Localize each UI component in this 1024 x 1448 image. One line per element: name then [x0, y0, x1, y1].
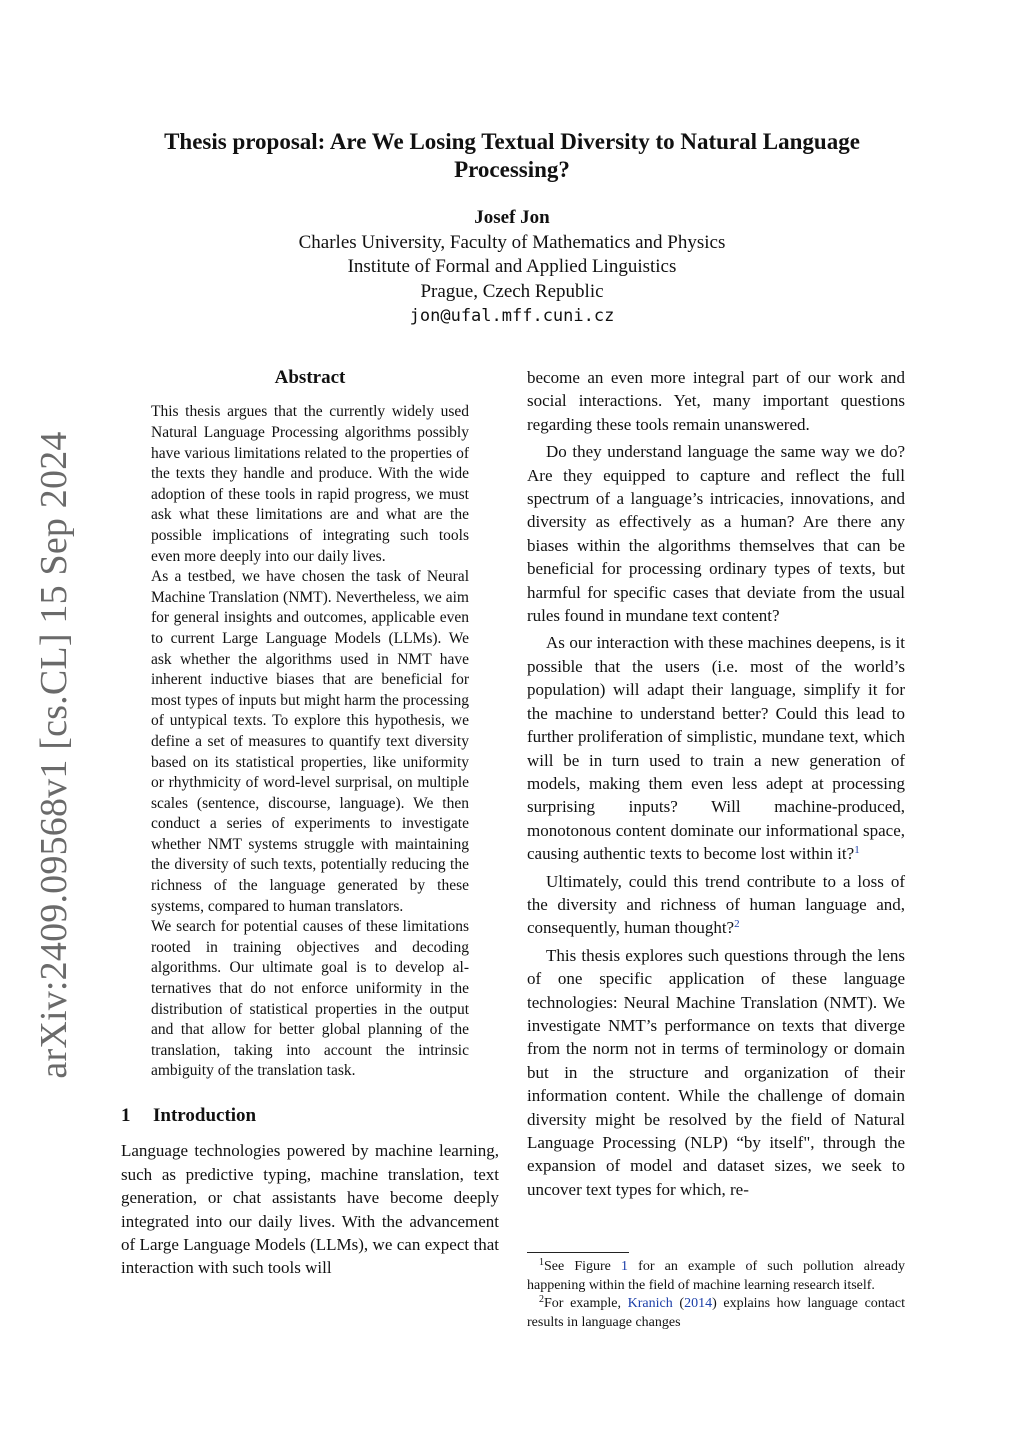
abstract-paragraph: As a testbed, we have chosen the task of Neural Machine Translation (NMT). Nevertheless, we aim for general insights and outcomes, applicable even to current Large Language Models (LLMs). We ask whether the algorithms used in NMT have inherent inductive biases that are beneficial for most types of inputs but might harm the processing of untypical texts. To explore this hypothesis, we define a set of measures to quantify text diversity based on its statistical properties, like uniformity or rhythmicity of word-level surprisal, on multiple scales (sentence, discourse, language). We then conduct a series of experiments to investigate whether NMT systems struggle with maintaining the diversity of such texts, potentially reducing the richness of the language generated by these systems, compared to human translators.: [151, 568, 469, 915]
paper-title: [120, 128, 904, 184]
footnote-mark: 2: [539, 1294, 544, 1305]
author-institute: Institute of Formal and Applied Linguistics: [347, 256, 677, 277]
abstract-body: [151, 402, 469, 1082]
footnote-2: [527, 1295, 905, 1332]
footnote-text: for an example of such pollution already happening within the field of machine learning research itself.: [527, 1259, 905, 1293]
title-line-2: Processing?: [454, 157, 570, 182]
footnotes: [527, 1258, 905, 1332]
section-heading-introduction: [121, 1104, 499, 1127]
footnote-ref-1[interactable]: 1: [854, 844, 860, 857]
abstract-paragraph: We search for potential causes of these limitations rooted in training objectives and decoding algorithms. Our ultimate goal is to develop alternatives that do not enforce uniformity in the distribution of statistical properties in the output and that allow for better global planning of the translation, taking into account the intrinsic ambiguity of the translation task.: [151, 918, 469, 1080]
abstract-heading: Abstract: [274, 367, 346, 388]
paragraph-text: Ultimately, could this trend contribute to a loss of the diversity and richness of human language and, consequently, human thought?: [527, 871, 905, 938]
footnote-mark: 1: [539, 1257, 544, 1268]
title-line-1: Thesis proposal: Are We Losing Textual Diversity to Natural Language: [164, 129, 860, 154]
body-paragraph: Do they understand language the same way we do? Are they equipped to capture and reflect the full spectrum of a language’s intricacies, innovations, and diversity as effectively as a human? Are there any biases within the algorithms themselves that can be beneficial for processing ordinary types of texts, but harmful for specific cases that deviate from the usual rules found in mundane text content?: [527, 442, 905, 626]
footnote-text: See Figure: [544, 1259, 622, 1274]
footnote-text: (: [672, 1296, 685, 1311]
body-paragraph: This thesis explores such questions through the lens of one specific application of these language technologies: Neural Machine Translation (NMT). We investigate NMT’s performance on texts that diverge from the norm not in terms of terminology or domain but in the structure and organization of their information content. While the challenge of domain diversity might be resolved by the field of Natural Language Processing (NLP) “by itself", through the expansion of model and dataset sizes, we seek to uncover text types for which, re-: [527, 945, 905, 1199]
author-block: [200, 206, 824, 329]
citation-link[interactable]: Kranich: [627, 1296, 673, 1311]
right-column: [527, 366, 905, 1205]
footnote-divider: [527, 1252, 629, 1253]
footnote-1: [527, 1258, 905, 1295]
figure-link[interactable]: 1: [621, 1259, 629, 1274]
arxiv-watermark: arXiv:2409.09568v1 [cs.CL] 15 Sep 2024: [33, 431, 75, 1079]
body-paragraph: become an even more integral part of our work and social interactions. Yet, many important questions regarding these tools remain unanswered.: [527, 368, 905, 434]
body-paragraph: Language technologies powered by machine learning, such as predictive typing, machine translation, text generation, or chat assistants have become deeply integrated into our daily lives. With the advancement of Large Language Models (LLMs), we can expect that interaction with such tools will: [121, 1141, 499, 1278]
section-number: 1: [121, 1105, 131, 1126]
citation-year-link[interactable]: 2014: [684, 1296, 713, 1311]
abstract-paragraph: This thesis argues that the currently widely used Natural Language Processing algorithms possibly have various limitations related to the properties of the texts they handle and produce. With the wide adoption of these tools in rapid progress, we must ask what these limitations are and what are the possible implications of integrating such tools even more deeply into our daily lives.: [151, 403, 469, 565]
author-location: Prague, Czech Republic: [420, 280, 604, 302]
section-title: Introduction: [153, 1105, 257, 1126]
footnote-text: For example,: [544, 1296, 628, 1311]
left-column: [121, 366, 499, 1280]
body-paragraph: [527, 631, 905, 865]
paragraph-text: As our interaction with these machines deepens, is it possible that the users (i.e. most of the world’s population) will adapt their language, simplify it for the machine to understand better? Could this lead to further proliferation of simplistic, mundane text, which will be in turn used to train a new generation of models, making them even less adept at processing surprising inputs? Will machine-produced, monotonous content dominate our informational space, causing authentic texts to become lost within it?: [527, 633, 905, 864]
footnote-ref-2[interactable]: 2: [734, 918, 740, 931]
author-name: Josef Jon: [474, 207, 550, 228]
author-affiliation: Charles University, Faculty of Mathematics and Physics: [298, 231, 726, 253]
body-paragraph: [527, 870, 905, 940]
footnote-text: ) explains how language contact results in language changes: [527, 1296, 905, 1330]
author-email: jon@ufal.mff.cuni.cz: [409, 306, 615, 326]
